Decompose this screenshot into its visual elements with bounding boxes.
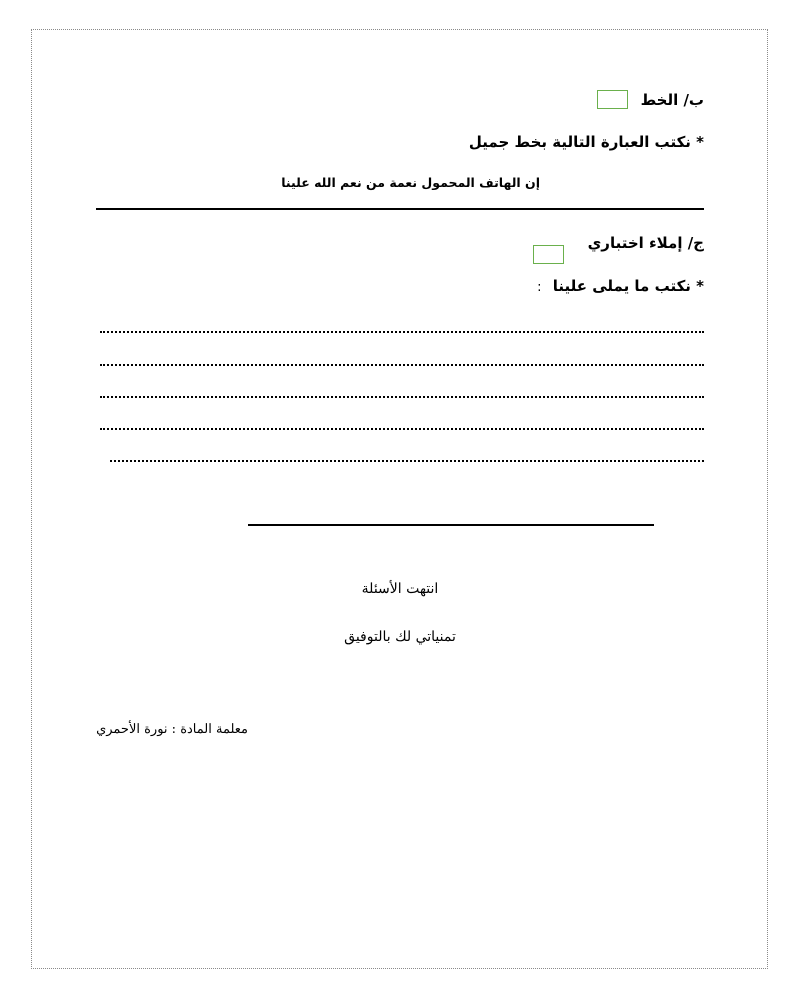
section-c-title: ج/ إملاء اختباري (587, 234, 704, 252)
dictation-line-1[interactable] (100, 331, 704, 333)
dictation-line-4[interactable] (100, 428, 704, 430)
model-sentence: إن الهاتف المحمول نعمة من نعم الله علينا (281, 175, 540, 190)
dictation-line-2[interactable] (100, 364, 704, 366)
section-c-colon: : (537, 280, 542, 295)
end-of-questions: انتهت الأسئلة (361, 581, 439, 597)
good-luck-wish: تمنياتي لك بالتوفيق (344, 629, 456, 645)
section-b-instruction: * نكتب العبارة التالية بخط جميل (468, 133, 704, 151)
section-b-title: ب/ الخط (640, 91, 704, 109)
teacher-signature: معلمة المادة : نورة الأحمري (96, 722, 248, 737)
writing-line[interactable] (96, 208, 704, 210)
page-border (31, 29, 768, 969)
dictation-line-3[interactable] (100, 396, 704, 398)
section-b-score-box[interactable] (597, 90, 628, 109)
section-c-instruction-text: * نكتب ما يملى علينا (552, 277, 704, 295)
section-c-score-box[interactable] (533, 245, 564, 264)
section-divider (248, 524, 654, 526)
dictation-line-5[interactable] (110, 460, 704, 462)
section-c-instruction (537, 277, 704, 295)
